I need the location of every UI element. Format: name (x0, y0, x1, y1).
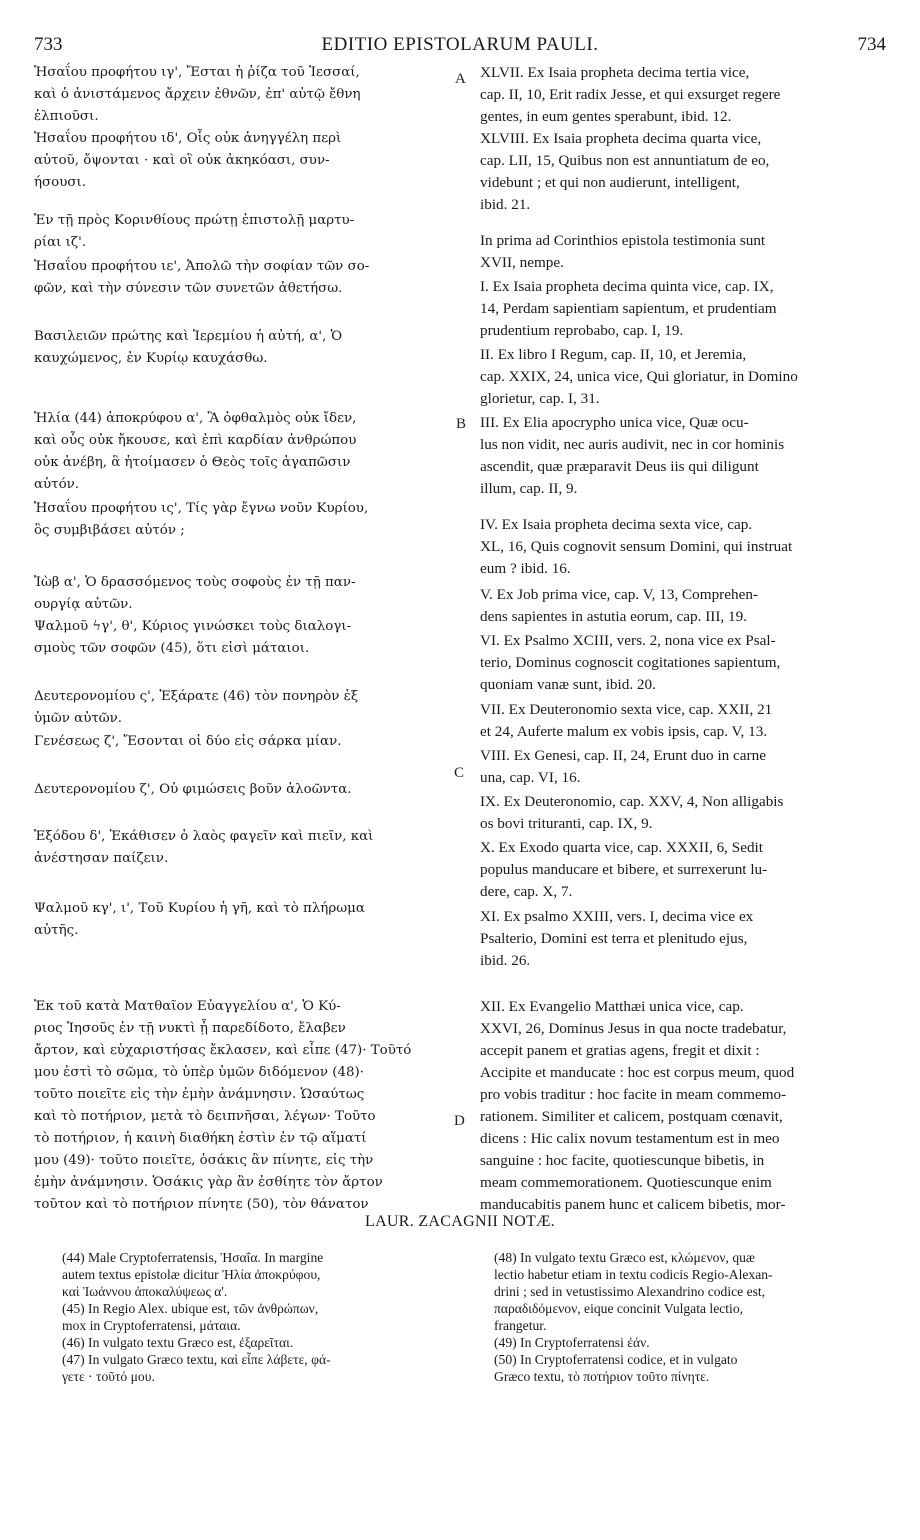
text-line: VII. Ex Deuteronomio sexta vice, cap. XXII, 21 (480, 701, 773, 718)
latin-paragraph (480, 906, 884, 972)
footnotes-right (494, 1249, 894, 1385)
text-line: prudentium reprobabo, cap. I, 19. (480, 322, 684, 339)
text-line: pro vobis traditur : hoc facite in meam commemo- (480, 1086, 787, 1103)
footnote-line: frangetur. (494, 1318, 547, 1333)
greek-paragraph (34, 898, 462, 942)
text-line: glorietur, cap. I, 31. (480, 390, 600, 407)
text-line: II. Ex libro I Regum, cap. II, 10, et Jeremia, (480, 346, 747, 363)
footnote-line: (50) In Cryptoferratensi codice, et in vulgato (494, 1352, 738, 1367)
latin-paragraph (480, 62, 884, 128)
text-line: Γενέσεως ζ', Ἔσονται οἱ δύο εἰς σάρκα μίαν. (34, 734, 342, 749)
latin-paragraph (480, 745, 884, 789)
text-line: τοῦτο ποιεῖτε εἰς τὴν ἐμὴν ἀνάμνησιν. Ὡσαύτως (34, 1087, 365, 1102)
text-line: lus non vidit, nec auris audivit, nec in cor hominis (480, 436, 785, 453)
latin-paragraph (480, 514, 884, 580)
text-line: XL, 16, Quis cognovit sensum Domini, qui instruat (480, 538, 793, 555)
text-line: ἀνέστησαν παίζειν. (34, 851, 169, 866)
text-line: meam commemorationem. Quotiescunque enim (480, 1174, 772, 1191)
page-number-right: 734 (857, 34, 886, 55)
text-line: τοῦτον καὶ τὸ ποτήριον πίνητε (50), τὸν θάνατον (34, 1197, 369, 1212)
text-line: αὐτοῦ, ὄψονται · καὶ οἳ οὐκ ἀκηκόασι, συν- (34, 153, 330, 168)
latin-paragraph (480, 699, 884, 743)
text-line: cap. XXIX, 24, unica vice, Qui gloriatur, in Domino (480, 368, 798, 385)
text-line: σμοὺς τῶν σοφῶν (45), ὅτι εἰσὶ μάταιοι. (34, 641, 310, 656)
footnote-line: autem textus epistolæ dicitur Ἠλία ἀποκρύφου, (62, 1267, 321, 1282)
text-line: X. Ex Exodo quarta vice, cap. XXXII, 6, Sedit (480, 839, 764, 856)
text-line: dicens : Hic calix novum testamentum est in meo (480, 1130, 780, 1147)
text-line: una, cap. VI, 16. (480, 769, 581, 786)
greek-paragraph (34, 256, 462, 300)
text-line: IV. Ex Isaia propheta decima sexta vice, cap. (480, 516, 753, 533)
text-line: cap. II, 10, Erit radix Jesse, et qui exsurget regere (480, 86, 781, 103)
footnote-line: lectio habetur etiam in textu codicis Regio-Alexan- (494, 1267, 773, 1282)
text-line: ουργίᾳ αὐτῶν. (34, 597, 133, 612)
greek-paragraph (34, 62, 462, 128)
text-line: ἄρτον, καὶ εὐχαριστήσας ἔκλασεν, καὶ εἶπε (47)· Τοῦτό (34, 1043, 412, 1058)
text-line: Psalterio, Domini est terra et plenitudo ejus, (480, 930, 748, 947)
latin-paragraph (480, 584, 884, 628)
text-line: populus manducare et bibere, et surrexerunt lu- (480, 861, 768, 878)
margin-letter-c: C (454, 765, 465, 781)
text-line: Ἡσαΐου προφήτου ις', Τίς γὰρ ἔγνω νοῦν Κυρίου, (34, 501, 369, 516)
text-line: Ἠλία (44) ἀποκρύφου α', Ἃ ὀφθαλμὸς οὐκ ἴδεν, (34, 411, 357, 426)
greek-paragraph (34, 498, 462, 542)
text-line: Ἐκ τοῦ κατὰ Ματθαῖον Εὐαγγελίου α', Ὁ Κύ- (34, 999, 341, 1014)
text-line: καυχώμενος, ἐν Κυρίῳ καυχάσθω. (34, 351, 268, 366)
text-line: Ἡσαΐου προφήτου ιδ', Οἷς οὐκ ἀνηγγέλη περὶ (34, 131, 342, 146)
footnote-line: (45) In Regio Alex. ubique est, τῶν ἀνθρώπων, (62, 1301, 319, 1316)
text-line: terio, Dominus cognoscit cogitationes sapientum, (480, 654, 781, 671)
text-line: Ἡσαΐου προφήτου ιε', Ἀπολῶ τὴν σοφίαν τῶν σο- (34, 259, 370, 274)
margin-letter-b: B (456, 416, 467, 432)
page-number-left: 733 (34, 34, 63, 55)
text-line: ἐμὴν ἀνάμνησιν. Ὁσάκις γὰρ ἂν ἐσθίητε τὸν ἄρτον (34, 1175, 383, 1190)
text-line: accepit panem et gratias agens, fregit et dixit : (480, 1042, 760, 1059)
text-line: τὸ ποτήριον, ἡ καινὴ διαθήκη ἐστὶν ἐν τῷ αἵματί (34, 1131, 367, 1146)
text-line: καὶ ὁ ἀνιστάμενος ἄρχειν ἐθνῶν, ἐπ' αὐτῷ ἔθνη (34, 87, 361, 102)
latin-paragraph (480, 837, 884, 903)
footnote-line: (46) In vulgato textu Græco est, ἐξαρεῖται. (62, 1335, 294, 1350)
latin-paragraph (480, 412, 884, 500)
margin-letter-a: A (455, 71, 466, 87)
text-line: illum, cap. II, 9. (480, 480, 578, 497)
text-line: Ἐξόδου δ', Ἐκάθισεν ὁ λαὸς φαγεῖν καὶ πιεῖν, καὶ (34, 829, 374, 844)
greek-paragraph (34, 686, 462, 730)
footnote-line: (44) Male Cryptoferratensis, Ἡσαΐα. In margine (62, 1250, 324, 1265)
latin-paragraph (480, 996, 884, 1216)
greek-paragraph (34, 996, 462, 1216)
latin-paragraph (480, 791, 884, 835)
text-line: cap. LII, 15, Quibus non est annuntiatum de eo, (480, 152, 770, 169)
greek-paragraph (34, 210, 462, 254)
text-line: Βασιλειῶν πρώτης καὶ Ἱερεμίου ἡ αὐτή, α', Ὁ (34, 329, 343, 344)
footnote-line: γετε · τοῦτό μου. (62, 1369, 155, 1384)
text-line: ὑμῶν αὐτῶν. (34, 711, 123, 726)
text-line: ριος Ἰησοῦς ἐν τῇ νυκτὶ ᾗ παρεδίδοτο, ἔλαβεν (34, 1021, 346, 1036)
text-line: I. Ex Isaia propheta decima quinta vice, cap. IX, (480, 278, 774, 295)
footnotes-left (62, 1249, 462, 1385)
text-line: sanguine : hoc facite, quotiescunque bibetis, in (480, 1152, 765, 1169)
text-line: quoniam vanæ sunt, ibid. 20. (480, 676, 656, 693)
greek-paragraph (34, 616, 462, 660)
latin-paragraph (480, 128, 884, 216)
footnote-line: drini ; sed in vetustissimo Alexandrino codice est, (494, 1284, 766, 1299)
text-line: ήσουσι. (34, 175, 87, 190)
text-line: φῶν, καὶ τὴν σύνεσιν τῶν συνετῶν ἀθετήσω. (34, 281, 343, 296)
notes-heading: LAUR. ZACAGNII NOTÆ. (365, 1213, 555, 1230)
text-line: dens sapientes in astutia eorum, cap. III, 19. (480, 608, 747, 625)
footnote-line: (49) In Cryptoferratensi ἐάν. (494, 1335, 650, 1350)
greek-paragraph (34, 731, 462, 753)
latin-paragraph (480, 344, 884, 410)
greek-paragraph (34, 128, 462, 194)
text-line: 14, Perdam sapientiam sapientum, et prudentiam (480, 300, 777, 317)
text-line: XXVI, 26, Dominus Jesus in qua nocte tradebatur, (480, 1020, 787, 1037)
footnote-line: mox in Cryptoferratensi, μάταια. (62, 1318, 241, 1333)
text-line: XLVIII. Ex Isaia propheta decima quarta vice, (480, 130, 762, 147)
text-line: Ἐν τῇ πρὸς Κορινθίους πρώτῃ ἐπιστολῇ μαρτυ- (34, 213, 355, 228)
margin-letter-d: D (454, 1113, 465, 1129)
text-line: VIII. Ex Genesi, cap. II, 24, Erunt duo in carne (480, 747, 766, 764)
text-line: VI. Ex Psalmo XCIII, vers. 2, nona vice ex Psal- (480, 632, 776, 649)
text-line: XII. Ex Evangelio Matthæi unica vice, cap. (480, 998, 744, 1015)
text-line: ὃς συμβιβάσει αὐτόν ; (34, 523, 185, 538)
greek-paragraph (34, 408, 462, 496)
text-line: Ἡσαΐου προφήτου ιγ', Ἔσται ἡ ῥίζα τοῦ Ἰεσσαί, (34, 65, 360, 80)
text-line: IX. Ex Deuteronomio, cap. XXV, 4, Non alligabis (480, 793, 784, 810)
text-line: In prima ad Corinthios epistola testimonia sunt (480, 232, 766, 249)
text-line: Ψαλμοῦ κγ', ι', Τοῦ Κυρίου ἡ γῆ, καὶ τὸ πλήρωμα (34, 901, 365, 916)
text-line: rationem. Similiter et calicem, postquam cœnavit, (480, 1108, 783, 1125)
running-header (34, 34, 886, 60)
running-title: EDITIO EPISTOLARUM PAULI. (321, 34, 599, 55)
text-line: os bovi trituranti, cap. IX, 9. (480, 815, 653, 832)
text-line: αὐτόν. (34, 477, 80, 492)
text-line: ascendit, quæ præparavit Deus iis qui diligunt (480, 458, 759, 475)
latin-paragraph (480, 630, 884, 696)
footnote-line: παραδιδόμενον, eique concinit Vulgata lectio, (494, 1301, 744, 1316)
text-line: ρίαι ιζ'. (34, 235, 87, 250)
footnote-line: (47) In vulgato Græco textu, καὶ εἶπε λάβετε, φά- (62, 1352, 331, 1367)
text-line: Accipite et manducate : hoc est corpus meum, quod (480, 1064, 795, 1081)
text-line: μου ἐστὶ τὸ σῶμα, τὸ ὑπὲρ ὑμῶν διδόμενον (48)· (34, 1065, 365, 1080)
text-line: καὶ οὖς οὐκ ἤκουσε, καὶ ἐπὶ καρδίαν ἀνθρώπου (34, 433, 357, 448)
footnote-line: καὶ Ἰωάννου ἀποκαλύψεως α'. (62, 1284, 228, 1299)
text-line: manducabitis panem hunc et calicem bibetis, mor- (480, 1196, 786, 1213)
text-line: eum ? ibid. 16. (480, 560, 571, 577)
footnote-line: Græco textu, τὸ ποτήριον τοῦτο πίνητε. (494, 1369, 710, 1384)
greek-paragraph (34, 326, 462, 370)
text-line: V. Ex Job prima vice, cap. V, 13, Comprehen- (480, 586, 758, 603)
text-line: gentes, in eum gentes sperabunt, ibid. 12. (480, 108, 732, 125)
text-line: ibid. 21. (480, 196, 531, 213)
text-line: videbunt ; et qui non audierunt, intelligent, (480, 174, 740, 191)
greek-paragraph (34, 572, 462, 616)
text-line: Ἰὼβ α', Ὁ δρασσόμενος τοὺς σοφοὺς ἐν τῇ παν- (34, 575, 356, 590)
greek-paragraph (34, 826, 462, 870)
text-line: καὶ τὸ ποτήριον, μετὰ τὸ δειπνῆσαι, λέγων· Τοῦτο (34, 1109, 376, 1124)
latin-paragraph (480, 276, 884, 342)
text-line: dere, cap. X, 7. (480, 883, 573, 900)
text-line: III. Ex Elia apocrypho unica vice, Quæ ocu- (480, 414, 749, 431)
text-line: ἐλπιοῦσι. (34, 109, 99, 124)
text-line: Δευτερονομίου ς', Ἐξάρατε (46) τὸν πονηρὸν ἐξ (34, 689, 359, 704)
text-line: Ψαλμοῦ ϟγ', θ', Κύριος γινώσκει τοὺς διαλογι- (34, 619, 352, 634)
text-line: αὐτῆς. (34, 923, 79, 938)
text-line: οὐκ ἀνέβη, ἃ ἡτοίμασεν ὁ Θεὸς τοῖς ἀγαπῶσιν (34, 455, 351, 470)
text-line: XVII, nempe. (480, 254, 564, 271)
text-line: ibid. 26. (480, 952, 531, 969)
text-line: Δευτερονομίου ζ', Οὐ φιμώσεις βοῦν ἀλοῶντα. (34, 782, 352, 797)
text-line: XLVII. Ex Isaia propheta decima tertia vice, (480, 64, 750, 81)
greek-paragraph (34, 779, 462, 801)
footnote-line: (48) In vulgato textu Græco est, κλώμενον, quæ (494, 1250, 755, 1265)
text-line: XI. Ex psalmo XXIII, vers. I, decima vice ex (480, 908, 754, 925)
text-line: μου (49)· τοῦτο ποιεῖτε, ὁσάκις ἂν πίνητε, εἰς τὴν (34, 1153, 374, 1168)
latin-paragraph (480, 230, 884, 274)
text-line: et 24, Auferte malum ex vobis ipsis, cap. V, 13. (480, 723, 768, 740)
